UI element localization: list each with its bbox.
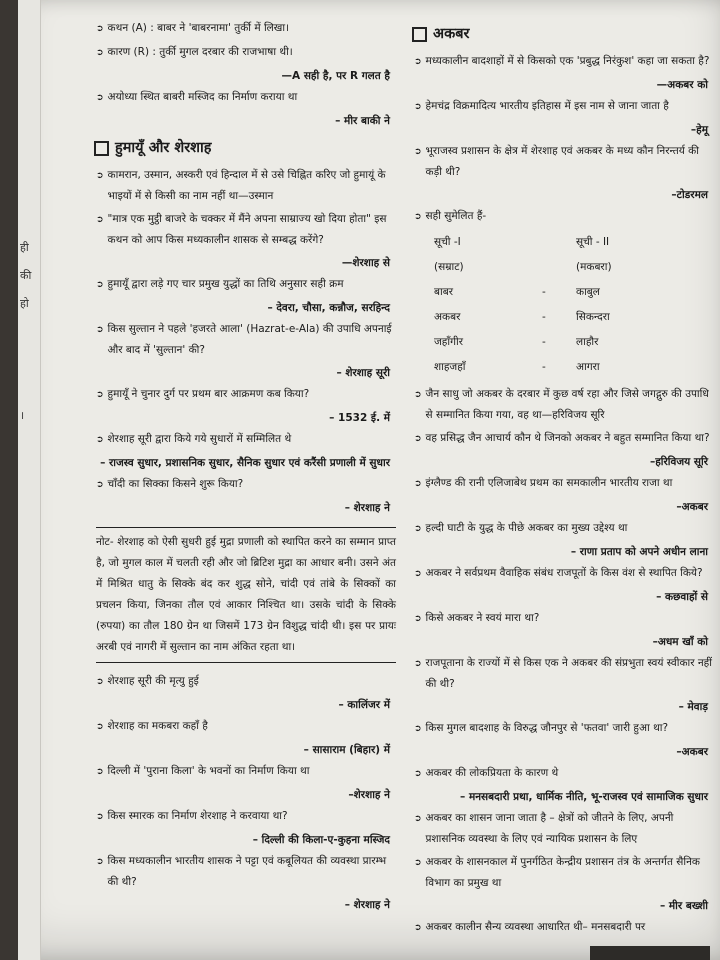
- table-separator: -: [542, 361, 546, 373]
- question-item: [96, 274, 396, 319]
- question-text: हल्दी घाटी के युद्ध के पीछे अकबर का मुख्य उद्देश्य था: [425, 522, 628, 534]
- question-text: कथन (A) : बाबर ने 'बाबरनामा' तुर्की में लिखा।: [107, 22, 290, 34]
- question-item: [414, 428, 714, 473]
- table-cell-tomb: सिकन्दरा: [576, 311, 610, 323]
- arrow-bullet-icon: ➲: [414, 479, 422, 489]
- question-item: [414, 808, 714, 850]
- answer-text: –हरिविजय सूरि: [649, 456, 708, 468]
- table-header: सूची - II: [576, 236, 610, 248]
- arrow-bullet-icon: ➲: [414, 724, 422, 734]
- question-item: [414, 518, 714, 563]
- question-item: [414, 96, 714, 141]
- question-text: "मात्र एक मुट्ठी बाजरे के चक्कर में मैंने अपना साम्राज्य खो दिया होता" इस कथन को आप किस मध्यकालीन शासक से सम्बद्ध करेंगे?: [107, 213, 387, 246]
- answer-text: – मीर बाकी ने: [335, 115, 390, 127]
- arrow-bullet-icon: ➲: [96, 215, 104, 225]
- question-item: [414, 206, 714, 228]
- question-text: कामरान, उस्मान, अस्करी एवं हिन्दाल में से उसे चिह्नित करिए जो हुमायूं के भाइयों में से किसी का नाम नहीं था—उस्मान: [107, 169, 386, 202]
- answer-text: – शेरशाह ने: [344, 899, 390, 911]
- question-item: [96, 806, 396, 851]
- table-header: सूची -I: [434, 236, 461, 248]
- arrow-bullet-icon: ➲: [96, 171, 104, 181]
- arrow-bullet-icon: ➲: [414, 614, 422, 624]
- table-cell-tomb: काबुल: [576, 286, 600, 298]
- question-item: [96, 209, 396, 274]
- answer-text: –टोडरमल: [671, 189, 708, 201]
- answer-text: —A सही है, पर R गलत है: [281, 70, 390, 82]
- arrow-bullet-icon: ➲: [96, 390, 104, 400]
- note-block: नोट- शेरशाह को ऐसी सुधरी हुई मुद्रा प्रणाली को स्थापित करने का सम्मान प्राप्त है, जो मुगल काल में चलती रही और जो ब्रिटिश मुद्रा का आधार बनी। उसने अंत में मिश्रित धातु के सिक्के बंद कर शुद्ध सोने, चांदी एवं तांबे के सिक्कों का प्रचलन किया, जिनका तौल एवं आकार निश्चित था। उसके चांदी के सिक्के (रुपया) का तौल 180 ग्रेन था जिसमें 173 ग्रेन विशुद्ध चांदी थी। इस पर प्रायः अरबी एवं नागरी में सुल्तान का नाम अंकित रहता था।: [96, 527, 396, 663]
- table-separator: -: [542, 336, 546, 348]
- arrow-bullet-icon: ➲: [96, 93, 104, 103]
- answer-text: – देवरा, चौसा, कन्नौज, सरहिन्द: [267, 302, 390, 314]
- arrow-bullet-icon: ➲: [96, 435, 104, 445]
- question-item: [96, 18, 396, 40]
- arrow-bullet-icon: ➲: [96, 48, 104, 58]
- table-cell-tomb: लाहौर: [576, 336, 599, 348]
- table-subheader: (मकबरा): [576, 261, 612, 273]
- arrow-bullet-icon: ➲: [414, 923, 422, 933]
- answer-text: – सासाराम (बिहार) में: [303, 744, 390, 756]
- question-text: किस मुगल बादशाह के विरुद्ध जौनपुर से 'फतवा' जारी हुआ था?: [425, 722, 669, 734]
- question-text: कारण (R) : तुर्की मुगल दरबार की राजभाषा थी।: [107, 46, 293, 58]
- answer-text: – मनसबदारी प्रथा, धार्मिक नीति, भू-राजस्व एवं सामाजिक सुधार: [460, 791, 708, 803]
- answer-text: –हेमू: [690, 124, 708, 136]
- arrow-bullet-icon: ➲: [414, 524, 422, 534]
- question-text: अकबर ने सर्वप्रथम वैवाहिक संबंध राजपूतों के किस वंश से स्थापित किये?: [425, 567, 703, 579]
- table-subheader: (सम्राट): [434, 261, 464, 273]
- arrow-bullet-icon: ➲: [414, 434, 422, 444]
- checkbox-square-icon: [94, 141, 109, 156]
- question-item: [96, 761, 396, 806]
- question-item: [414, 563, 714, 608]
- question-text: इंग्लैण्ड की रानी एलिजाबेथ प्रथम का समकालीन भारतीय राजा था: [425, 477, 673, 489]
- question-item: [96, 716, 396, 761]
- table-cell-emperor: बाबर: [434, 286, 454, 298]
- question-text: राजपूताना के राज्यों में से किस एक ने अकबर की संप्रभुता स्वयं स्वीकार नहीं की थी?: [425, 657, 712, 690]
- question-text: वह प्रसिद्ध जैन आचार्य कौन थे जिनको अकबर ने बहुत सम्मानित किया था?: [425, 432, 710, 444]
- prev-fragment: हो: [20, 297, 29, 310]
- question-item: [414, 51, 714, 96]
- answer-text: – दिल्ली की किला-ए-कुहना मस्जिद: [252, 834, 390, 846]
- question-text: अकबर कालीन सैन्य व्यवस्था आधारित थी– मनसबदारी पर: [425, 921, 646, 933]
- question-item: [414, 473, 714, 518]
- previous-page-edge: [18, 0, 41, 960]
- checkbox-square-icon: [412, 27, 427, 42]
- table-cell-emperor: शाहजहाँ: [434, 361, 466, 373]
- question-text: चाँदी का सिक्का किसने शुरू किया?: [107, 478, 244, 490]
- answer-text: – मीर बख्शी: [660, 900, 708, 912]
- left-column: [96, 18, 396, 916]
- arrow-bullet-icon: ➲: [414, 147, 422, 157]
- question-item: [414, 141, 714, 206]
- arrow-bullet-icon: ➲: [414, 102, 422, 112]
- arrow-bullet-icon: ➲: [96, 857, 104, 867]
- question-text: किस मध्यकालीन भारतीय शासक ने पट्टा एवं कबूलियत की व्यवस्था प्रारम्भ की थी?: [107, 855, 387, 888]
- question-item: [96, 671, 396, 716]
- question-text: सही सुमेलित हैं-: [425, 210, 487, 222]
- arrow-bullet-icon: ➲: [414, 212, 422, 222]
- question-text: किस स्मारक का निर्माण शेरशाह ने करवाया था?: [107, 810, 288, 822]
- question-text: हेमचंद्र विक्रमादित्य भारतीय इतिहास में इस नाम से जाना जाता है: [425, 100, 669, 112]
- arrow-bullet-icon: ➲: [96, 24, 104, 34]
- question-text: हुमायूँ ने चुनार दुर्ग पर प्रथम बार आक्रमण कब किया?: [107, 388, 310, 400]
- section-title: हुमायूँ और शेरशाह: [115, 140, 212, 156]
- answer-text: – राणा प्रताप को अपने अधीन लाना: [570, 546, 708, 558]
- answer-text: –अकबर: [676, 501, 708, 513]
- arrow-bullet-icon: ➲: [414, 569, 422, 579]
- question-item: [414, 718, 714, 763]
- arrow-bullet-icon: ➲: [96, 280, 104, 290]
- arrow-bullet-icon: ➲: [96, 480, 104, 490]
- section-heading: [412, 24, 714, 45]
- answer-text: – कालिंजर में: [338, 699, 390, 711]
- question-text: शेरशाह सूरी की मृत्यु हुई: [107, 675, 199, 687]
- answer-text: –अकबर: [676, 746, 708, 758]
- question-item: [414, 852, 714, 917]
- arrow-bullet-icon: ➲: [414, 57, 422, 67]
- arrow-bullet-icon: ➲: [414, 769, 422, 779]
- question-item: [414, 384, 714, 426]
- question-text: दिल्ली में 'पुराना किला' के भवनों का निर्माण किया था: [107, 765, 310, 777]
- answer-text: –शेरशाह ने: [348, 789, 390, 801]
- table-separator: -: [542, 311, 546, 323]
- prev-fragment: ।: [20, 409, 25, 422]
- question-item: [414, 763, 714, 808]
- answer-text: —शेरशाह से: [341, 257, 390, 269]
- question-item: [96, 384, 396, 429]
- prev-fragment: की: [20, 269, 32, 282]
- question-item: [414, 653, 714, 718]
- arrow-bullet-icon: ➲: [414, 814, 422, 824]
- question-text: अकबर की लोकप्रियता के कारण थे: [425, 767, 559, 779]
- page-bottom-shadow: [590, 946, 710, 960]
- arrow-bullet-icon: ➲: [96, 722, 104, 732]
- section-title: अकबर: [433, 26, 470, 42]
- question-item: [96, 42, 396, 87]
- arrow-bullet-icon: ➲: [414, 858, 422, 868]
- question-item: [414, 608, 714, 653]
- arrow-bullet-icon: ➲: [414, 659, 422, 669]
- question-item: [96, 474, 396, 519]
- table-cell-emperor: अकबर: [434, 311, 461, 323]
- question-text: मध्यकालीन बादशाहों में से किसको एक 'प्रबुद्ध निरंकुश' कहा जा सकता है?: [425, 55, 710, 67]
- question-text: अकबर के शासनकाल में पुनर्गठित केन्द्रीय प्रशासन तंत्र के अन्तर्गत सैनिक विभाग का प्रमुख था: [425, 856, 700, 889]
- question-text: अकबर का शासन जाना जाता है – क्षेत्रों को जीतने के लिए, अपनी प्रशासनिक व्यवस्था के लिए एवं न्यायिक प्रशासन के लिए: [425, 812, 674, 845]
- table-cell-tomb: आगरा: [576, 361, 600, 373]
- question-text: शेरशाह सूरी द्वारा किये गये सुधारों में सम्मिलित थे: [107, 433, 292, 445]
- answer-text: – शेरशाह सूरी: [336, 367, 390, 379]
- answer-text: – शेरशाह ने: [344, 502, 390, 514]
- answer-text: –अधम खाँ को: [652, 636, 708, 648]
- arrow-bullet-icon: ➲: [96, 325, 104, 335]
- question-text: शेरशाह का मकबरा कहाँ है: [107, 720, 208, 732]
- question-item: [414, 917, 714, 939]
- question-text: जैन साधु जो अकबर के दरबार में कुछ वर्ष रहा और जिसे जगद्गुरु की उपाधि से सम्मानित किया गया, वह था—हरिविजय सूरि: [425, 388, 709, 421]
- prev-fragment: ही: [20, 241, 29, 254]
- arrow-bullet-icon: ➲: [96, 767, 104, 777]
- right-column: [414, 18, 714, 941]
- question-item: [96, 851, 396, 916]
- arrow-bullet-icon: ➲: [96, 677, 104, 687]
- table-cell-emperor: जहाँगीर: [434, 336, 464, 348]
- answer-text: —अकबर को: [656, 79, 708, 91]
- answer-text: – मेवाड़: [678, 701, 708, 713]
- question-item: [96, 165, 396, 207]
- table-separator: -: [542, 286, 546, 298]
- answer-text: – 1532 ई. में: [329, 412, 390, 424]
- answer-text: – कछवाहों से: [656, 591, 708, 603]
- question-text: भूराजस्व प्रशासन के क्षेत्र में शेरशाह एवं अकबर के मध्य कौन निरन्तर्य की कड़ी थी?: [425, 145, 699, 178]
- section-heading: [94, 138, 396, 159]
- book-page: [18, 0, 720, 960]
- question-text: किस सुल्तान ने पहले 'हजरते आला' (Hazrat-e-Ala) की उपाधि अपनाई और बाद में 'सुल्तान' की?: [107, 323, 392, 356]
- question-item: [96, 319, 396, 384]
- question-text: अयोध्या स्थित बाबरी मस्जिद का निर्माण कराया था: [107, 91, 298, 103]
- answer-text: – राजस्व सुधार, प्रशासनिक सुधार, सैनिक सुधार एवं करैंसी प्रणाली में सुधार: [100, 457, 390, 469]
- question-item: [96, 87, 396, 132]
- arrow-bullet-icon: ➲: [414, 390, 422, 400]
- question-text: किसे अकबर ने स्वयं मारा था?: [425, 612, 540, 624]
- arrow-bullet-icon: ➲: [96, 812, 104, 822]
- match-table: [434, 232, 664, 378]
- question-item: [96, 429, 396, 474]
- question-text: हुमायूँ द्वारा लड़े गए चार प्रमुख युद्धों का तिथि अनुसार सही क्रम: [107, 278, 344, 290]
